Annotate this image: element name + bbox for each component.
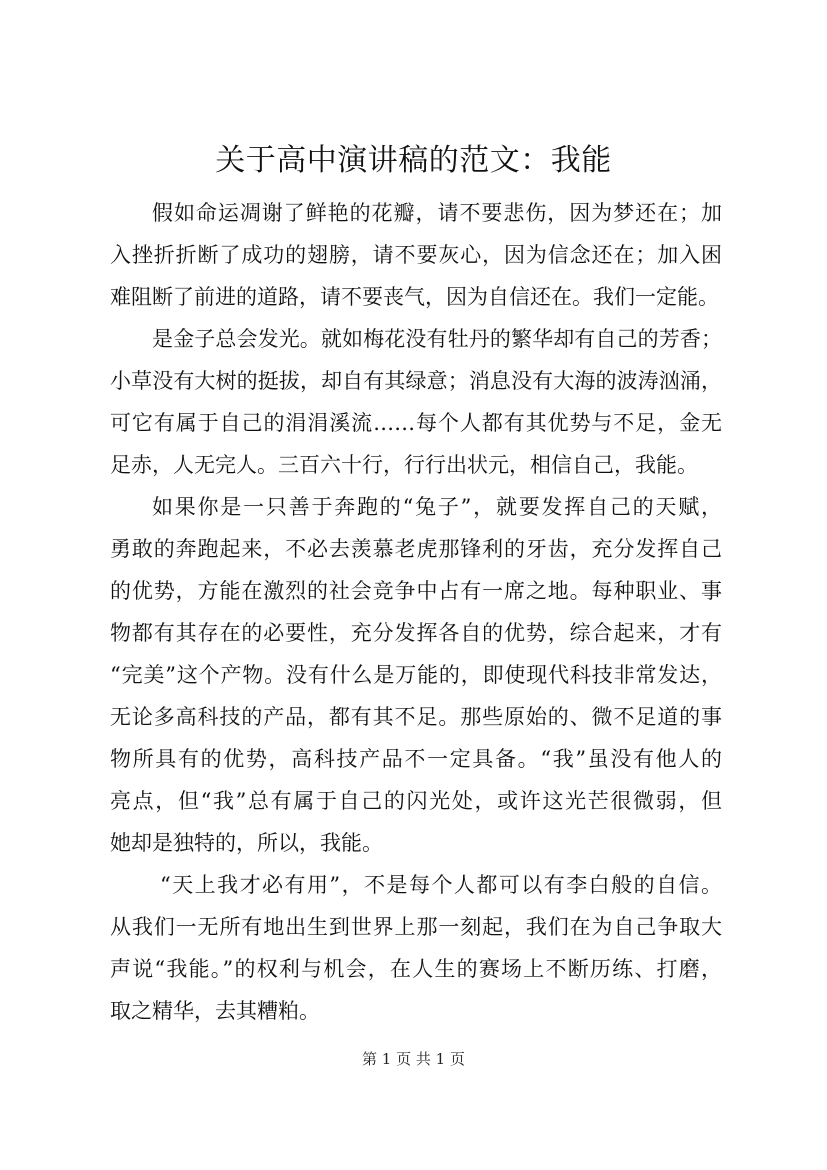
text-line: 可它有属于自己的涓涓溪流……每个人都有其优势与不足，金无 <box>110 411 722 435</box>
text-line: “完美”这个产物。没有什么是万能的，即使现代科技非常发达， <box>110 663 722 687</box>
text-line: 无论多高科技的产品，都有其不足。那些原始的、微不足道的事 <box>110 705 722 729</box>
text-line: 物所具有的优势，高科技产品不一定具备。“我”虽没有他人的 <box>110 747 722 771</box>
page-footer: 第 1 页 共 1 页 <box>362 1050 465 1068</box>
text-line: 足赤，人无完人。三百六十行，行行出状元，相信自己，我能。 <box>110 453 698 477</box>
text-line: 难阻断了前进的道路，请不要丧气，因为自信还在。我们一定能。 <box>110 285 719 309</box>
text-line: “天上我才必有用”，不是每个人都可以有李白般的自信。 <box>160 873 722 897</box>
paragraph-2 <box>110 318 722 486</box>
text-line: 勇敢的奔跑起来，不必去羡慕老虎那锋利的牙齿，充分发挥自己 <box>110 537 722 561</box>
text-line: 取之精华，去其糟粕。 <box>110 999 320 1023</box>
document-title: 关于高中演讲稿的范文：我能 <box>215 143 612 178</box>
paragraph-3 <box>110 486 722 864</box>
text-line: 入挫折折断了成功的翅膀，请不要灰心，因为信念还在；加入困 <box>110 243 722 267</box>
text-line: 假如命运凋谢了鲜艳的花瓣，请不要悲伤，因为梦还在；加 <box>152 201 722 225</box>
text-line: 亮点，但“我”总有属于自己的闪光处，或许这光芒很微弱，但 <box>110 789 722 813</box>
text-line: 小草没有大树的挺拔，却自有其绿意；消息没有大海的波涛汹涌， <box>110 369 722 393</box>
text-line: 如果你是一只善于奔跑的“兔子”，就要发挥自己的天赋， <box>152 495 722 519</box>
text-line: 是金子总会发光。就如梅花没有牡丹的繁华却有自己的芳香； <box>152 327 722 351</box>
document-body <box>110 192 722 1032</box>
paragraph-4 <box>110 864 722 1032</box>
text-line: 声说“我能。”的权利与机会，在人生的赛场上不断历练、打磨， <box>110 957 722 981</box>
text-line: 从我们一无所有地出生到世界上那一刻起，我们在为自己争取大 <box>110 915 722 939</box>
text-line: 物都有其存在的必要性，充分发挥各自的优势，综合起来，才有 <box>110 621 722 645</box>
text-line: 她却是独特的，所以，我能。 <box>110 831 383 855</box>
text-line: 的优势，方能在激烈的社会竞争中占有一席之地。每种职业、事 <box>110 579 722 603</box>
paragraph-1 <box>110 192 722 318</box>
